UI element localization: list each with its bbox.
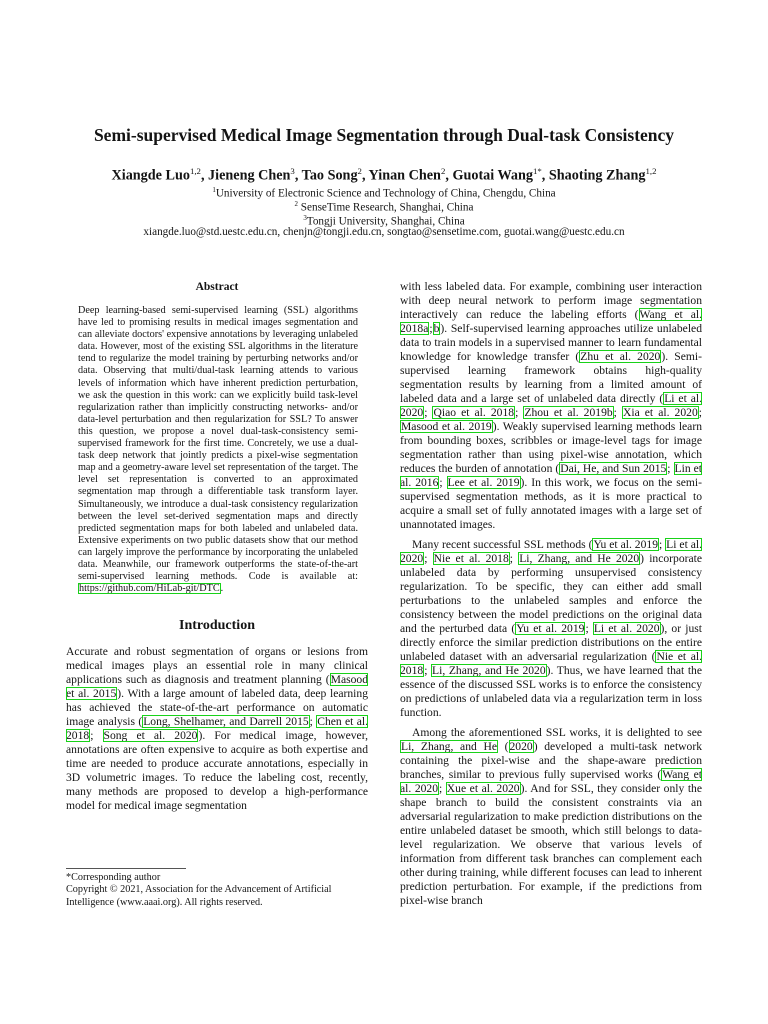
code-url-link[interactable]: https://github.com/HiLab-git/DTC (79, 583, 220, 595)
body-text: ). Semi-supervised learning framework obtains high-quality segmentation results by learning from a limited amount of labeled data and a large set of unlabeled data directly ( (400, 350, 702, 405)
author-separator: , (361, 167, 369, 184)
citation-link[interactable]: Zhu et al. 2020 (580, 350, 661, 363)
citation-link[interactable]: Masood et al. 2015 (66, 673, 368, 701)
citation-link[interactable]: Qiao et al. 2018 (433, 406, 515, 419)
citation-link[interactable]: Dai, He, and Sun 2015 (560, 462, 667, 475)
body-text: ). In this work, we focus on the semi-supervised segmentation methods, as it is more practical to acquire a small set of fully annotated images with a large set of unannotated images. (400, 476, 702, 531)
author-affiliation-mark: 1,2 (189, 166, 201, 176)
author-affiliation-mark: 3 (290, 166, 295, 176)
author-name: Jieneng Chen (208, 167, 291, 184)
body-text: ; (424, 664, 432, 677)
author-affiliation-mark: 2 (357, 166, 362, 176)
citation-link[interactable]: Li, Zhang, and He (401, 740, 497, 753)
body-text: ; (429, 322, 433, 335)
body-text: ; (698, 406, 702, 419)
body-text: ). Self-supervised learning approaches utilize unlabeled data to train models in a supervised manner to learn fundamental knowledge for knowledge transfer ( (400, 322, 702, 363)
introduction-paragraph (400, 538, 702, 720)
body-text: ). And for SSL, they consider only the shape branch to build the consistent constraints via an adversarial regularization to make prediction distributions on the entire unlabeled dataset be smooth, which still belongs to data-level regularization. We observe that various levels of information from different task branches can complement each other during training, while different focuses can lead to inherent prediction perturbation. For example, if the predictions from pixel-wise branch (400, 782, 702, 907)
citation-link[interactable]: Xia et al. 2020 (622, 406, 698, 419)
body-text: ; (515, 406, 524, 419)
affiliation-text: SenseTime Research, Shanghai, China (298, 201, 474, 214)
body-text: Many recent successful SSL methods ( (412, 538, 593, 551)
author-separator: , (200, 167, 209, 184)
body-text: ; (439, 476, 447, 489)
body-text: ) incorporate unlabeled data by performing unsupervised consistency regularization. To be specific, they can either add small perturbations to the unlabeled samples and enforce the consistency between the model predictions on the original data and the perturbed data ( (400, 552, 702, 635)
citation-link[interactable]: Li et al. 2020 (400, 392, 702, 419)
author-name: Guotai Wang (452, 167, 533, 184)
citation-link[interactable]: Masood et al. 2019 (401, 420, 492, 433)
citation-link[interactable]: Wang et al. 2018a (400, 308, 702, 335)
citation-link[interactable]: Li et al. 2020 (400, 538, 703, 565)
body-text: ). Weakly supervised learning methods learn from bounding boxes, scribbles or image-level tags for image segmentation rather than using pixel-wise annotation, which reduces the burden of annotation ( (400, 420, 702, 475)
citation-link[interactable]: Lee et al. 2019 (447, 476, 520, 489)
body-text: ), or just directly enforce the similar prediction distributions on the entire unlabeled dataset with an adversarial regularization ( (400, 622, 703, 663)
author-name: Tao Song (301, 167, 358, 184)
right-column (400, 280, 702, 908)
affiliation-text: University of Electronic Science and Technology of China, Chengdu, China (215, 187, 556, 200)
affiliation-mark: 2 (294, 200, 298, 208)
citation-link[interactable]: b (433, 322, 440, 335)
body-text: ) developed a multi-task network containing the pixel-wise and the shape-aware prediction branches, similar to previous fully supervised works ( (400, 740, 702, 781)
citation-link[interactable]: Nie et al. 2018 (400, 650, 703, 677)
body-text: ; (424, 406, 433, 419)
body-text: . (220, 583, 224, 595)
body-text: Among the aforementioned SSL works, it is delighted to see (412, 726, 702, 739)
author-affiliation-mark: 1* (533, 166, 542, 176)
author-affiliation-mark: 1,2 (645, 166, 657, 176)
introduction-paragraph (66, 645, 368, 813)
abstract-heading: Abstract (195, 281, 239, 293)
body-text: ). With a large amount of labeled data, deep learning has achieved the state-of-the-art performance on automatic image analysis ( (66, 687, 368, 729)
body-text: with less labeled data. For example, combining user interaction with deep neural network to perform image segmentation interactively can reduce the labeling efforts ( (400, 280, 702, 321)
body-text: ; (90, 729, 103, 743)
author-name: Yinan Chen (368, 167, 441, 184)
body-text: ; (309, 715, 317, 729)
body-text: Deep learning-based semi-supervised learning (SSL) algorithms have led to promising results in medical images segmentation and can alleviate doctors' expensive annotations by leveraging unlabeled data. However, most of the existing SSL algorithms in the literature tend to regularize the model training by perturbing networks and/or data. Observing that multi/dual-task learning attends to various levels of information which have inherent prediction perturbation, we ask the question in this work: can we explicitly build task-level regularization rather than implicitly constructing networks- and/or data-level perturbation and then regularization for SSL? To answer this question, we propose a novel dual-task-consistency semi-supervised framework for the first time. Concretely, we use a dual-task deep network that jointly predicts a pixel-wise segmentation map and a geometry-aware level set representation of the target. The level set representation is converted to an approximated segmentation map through a differentiable task transform layer. Simultaneously, we introduce a dual-task consistency regularization between the level set-derived segmentation maps and directly predicted segmentation maps for both labeled and unlabeled data. Extensive experiments on two public datasets show that our method can largely improve the performance by incorporating the unlabeled data. Meanwhile, our framework outperforms the state-of-the-art semi-supervised learning methods. Code is available at: (78, 305, 358, 583)
footnote-divider (66, 868, 186, 869)
citation-link[interactable]: Song et al. 2020 (103, 729, 198, 743)
citation-link[interactable]: Wang et al. 2020 (400, 768, 702, 795)
author-separator: , (541, 167, 549, 184)
body-text: ; (659, 538, 666, 551)
citation-link[interactable]: Li, Zhang, and He 2020 (432, 664, 546, 677)
body-text: ; (613, 406, 622, 419)
author-separator: , (445, 167, 453, 184)
citation-link[interactable]: Li et al. 2020 (593, 622, 660, 635)
affiliation-text: Tongji University, Shanghai, China (306, 215, 465, 228)
citation-link[interactable]: Xue et al. 2020 (446, 782, 520, 795)
introduction-paragraph (400, 280, 702, 532)
citation-link[interactable]: Lin et al. 2016 (400, 462, 703, 489)
affiliation-mark: 3 (303, 214, 307, 222)
introduction-heading: Introduction (179, 618, 255, 634)
author-emails: xiangde.luo@std.uestc.edu.cn, chenjn@tongji.edu.cn, songtao@sensetime.com, guotai.wang@uestc.edu.cn (143, 226, 625, 238)
body-text: ; (667, 462, 674, 475)
footnote-copyright: Copyright © 2021, Association for the Advancement of Artificial Intelligence (www.aaai.org). All rights reserved. (66, 884, 332, 908)
body-text: ; (585, 622, 593, 635)
body-text: ; (424, 552, 433, 565)
author-name: Shaoting Zhang (548, 167, 646, 184)
citation-link[interactable]: Nie et al. 2018 (433, 552, 509, 565)
citation-link[interactable]: Li, Zhang, and He 2020 (519, 552, 640, 565)
citation-link[interactable]: Yu et al. 2019 (593, 538, 658, 551)
author-separator: , (294, 167, 302, 184)
citation-link[interactable]: Chen et al. 2018 (66, 715, 369, 743)
body-text: ; (509, 552, 519, 565)
citation-link[interactable]: Zhou et al. 2019b (524, 406, 613, 419)
citation-link[interactable]: 2020 (509, 740, 533, 753)
affiliation-mark: 1 (212, 186, 216, 194)
body-text: Accurate and robust segmentation of organs or lesions from medical images plays an essential role in many clinical applications such as diagnosis and treatment planning ( (66, 645, 368, 687)
body-text: ; (439, 782, 446, 795)
footnote-corresponding: *Corresponding author (66, 872, 161, 883)
abstract-body (78, 305, 358, 595)
author-affiliation-mark: 2 (440, 166, 446, 176)
citation-link[interactable]: Long, Shelhamer, and Darrell 2015 (143, 715, 309, 729)
paper-title: Semi-supervised Medical Image Segmentation through Dual-task Consistency (93, 125, 675, 145)
author-list (40, 162, 728, 185)
introduction-paragraph (400, 726, 702, 908)
citation-link[interactable]: Yu et al. 2019 (516, 622, 585, 635)
body-text: ). Thus, we have learned that the essence of the discussed SSL works is to enforce the consistency on predictions of unlabeled data via a regularization term in loss function. (400, 664, 703, 719)
author-name: Xiangde Luo (111, 167, 190, 184)
left-column (66, 280, 368, 813)
body-text: ). For medical image, however, annotations are often expensive to acquire as both expertise and time are needed to produce accurate annotations, especially in 3D volumetric images. To reduce the labeling cost, recently, many methods are proposed to develop a high-performance model for medical image segmentation (66, 729, 368, 813)
body-text: ( (497, 740, 509, 753)
